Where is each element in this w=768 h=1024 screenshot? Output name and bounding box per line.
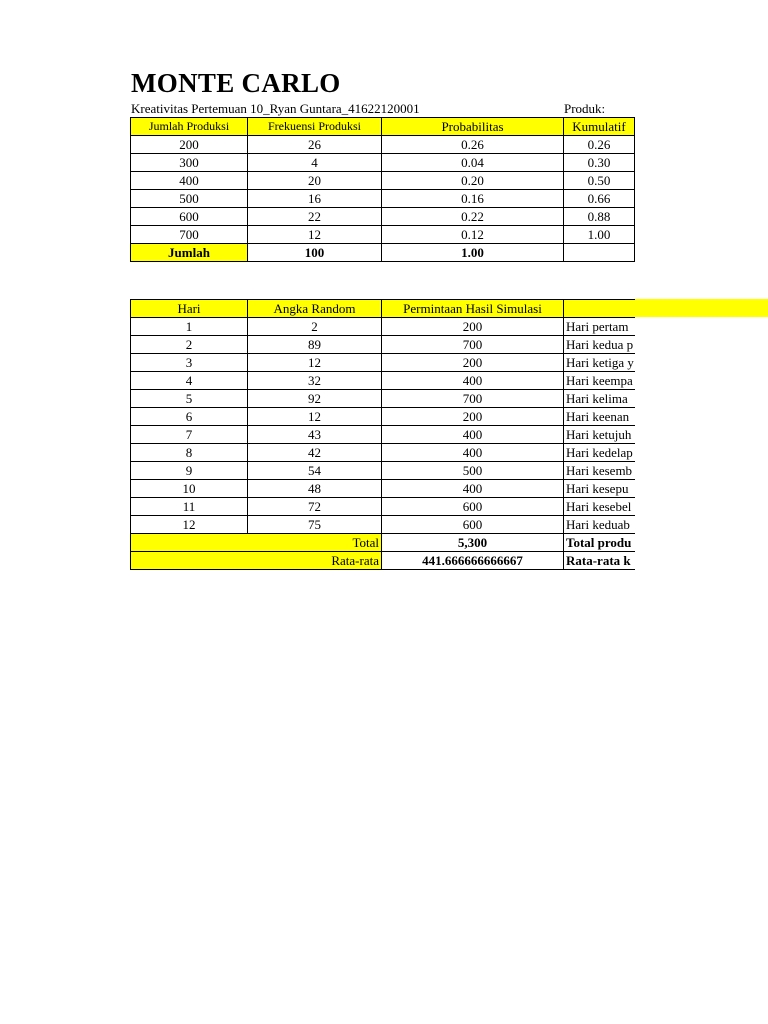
cell-note[interactable]: Hari ketujuh <box>564 426 635 444</box>
table-row <box>131 480 635 498</box>
cell[interactable]: 12 <box>131 516 248 534</box>
cell-note[interactable]: Hari kedelap <box>564 444 635 462</box>
table-row <box>131 444 635 462</box>
table-row <box>131 516 635 534</box>
table-header-row <box>131 118 635 136</box>
cell[interactable]: 11 <box>131 498 248 516</box>
total-label-cell[interactable]: Total <box>131 534 382 552</box>
cell[interactable]: 0.26 <box>564 136 635 154</box>
cell[interactable]: 12 <box>248 354 382 372</box>
cell[interactable]: 700 <box>382 390 564 408</box>
cell[interactable]: 400 <box>382 372 564 390</box>
table-row <box>131 136 635 154</box>
cell[interactable]: 42 <box>248 444 382 462</box>
header-permintaan[interactable]: Permintaan Hasil Simulasi <box>382 300 564 318</box>
table-row <box>131 390 635 408</box>
cell[interactable]: 400 <box>131 172 248 190</box>
cell[interactable]: 0.16 <box>382 190 564 208</box>
cell[interactable]: 9 <box>131 462 248 480</box>
table-row <box>131 426 635 444</box>
cell-note[interactable]: Hari kelima <box>564 390 635 408</box>
cell[interactable]: 10 <box>131 480 248 498</box>
header-probabilitas[interactable]: Probabilitas <box>382 118 564 136</box>
cell-note[interactable]: Hari keduab <box>564 516 635 534</box>
cell[interactable]: 500 <box>382 462 564 480</box>
cell[interactable]: 54 <box>248 462 382 480</box>
cell[interactable]: 0.88 <box>564 208 635 226</box>
table-row <box>131 208 635 226</box>
cell[interactable]: 0.20 <box>382 172 564 190</box>
cell[interactable]: 0.04 <box>382 154 564 172</box>
header-kumulatif[interactable]: Kumulatif <box>564 118 635 136</box>
cell[interactable]: 500 <box>131 190 248 208</box>
subtitle: Kreativitas Pertemuan 10_Ryan Guntara_41622120001 <box>131 101 420 116</box>
cell[interactable]: 32 <box>248 372 382 390</box>
cell-note[interactable]: Hari keenan <box>564 408 635 426</box>
average-note-cell[interactable]: Rata-rata k <box>564 552 635 570</box>
header-hari[interactable]: Hari <box>131 300 248 318</box>
cell[interactable]: 700 <box>382 336 564 354</box>
page-title: MONTE CARLO <box>131 68 341 98</box>
cell[interactable]: 2 <box>131 336 248 354</box>
cell[interactable]: 0.26 <box>382 136 564 154</box>
total-kumulatif-cell[interactable] <box>564 244 635 262</box>
table-row <box>131 336 635 354</box>
table-row <box>131 190 635 208</box>
cell[interactable]: 89 <box>248 336 382 354</box>
cell-note[interactable]: Hari kesebel <box>564 498 635 516</box>
table-row <box>131 462 635 480</box>
cell[interactable]: 72 <box>248 498 382 516</box>
total-note-cell[interactable]: Total produ <box>564 534 635 552</box>
table-row <box>131 226 635 244</box>
distribution-table <box>130 117 635 262</box>
cell[interactable]: 400 <box>382 480 564 498</box>
table-row <box>131 318 635 336</box>
cell[interactable]: 700 <box>131 226 248 244</box>
total-value-cell[interactable]: 5,300 <box>382 534 564 552</box>
highlight-extension <box>633 299 768 317</box>
cell[interactable]: 1 <box>131 318 248 336</box>
cell[interactable]: 200 <box>382 318 564 336</box>
cell[interactable]: 2 <box>248 318 382 336</box>
total-probabilitas-cell[interactable]: 1.00 <box>382 244 564 262</box>
total-frekuensi-cell[interactable]: 100 <box>248 244 382 262</box>
cell[interactable]: 4 <box>248 154 382 172</box>
header-frekuensi-produksi[interactable]: Frekuensi Produksi <box>248 118 382 136</box>
table-row <box>131 354 635 372</box>
cell-note[interactable]: Hari kedua p <box>564 336 635 354</box>
cell[interactable]: 7 <box>131 426 248 444</box>
total-row <box>131 534 635 552</box>
table-row <box>131 408 635 426</box>
cell[interactable]: 400 <box>382 426 564 444</box>
cell[interactable]: 0.22 <box>382 208 564 226</box>
table-row <box>131 372 635 390</box>
header-angka-random[interactable]: Angka Random <box>248 300 382 318</box>
cell[interactable]: 12 <box>248 226 382 244</box>
cell[interactable]: 3 <box>131 354 248 372</box>
average-row <box>131 552 635 570</box>
cell[interactable]: 200 <box>131 136 248 154</box>
cell[interactable]: 48 <box>248 480 382 498</box>
cell[interactable]: 6 <box>131 408 248 426</box>
cell[interactable]: 43 <box>248 426 382 444</box>
cell[interactable]: 8 <box>131 444 248 462</box>
cell-note[interactable]: Hari kesepu <box>564 480 635 498</box>
cell-note[interactable]: Hari ketiga y <box>564 354 635 372</box>
cell[interactable]: 0.12 <box>382 226 564 244</box>
cell[interactable]: 92 <box>248 390 382 408</box>
cell[interactable]: 12 <box>248 408 382 426</box>
table-row <box>131 154 635 172</box>
cell[interactable]: 5 <box>131 390 248 408</box>
average-value-cell[interactable]: 441.666666666667 <box>382 552 564 570</box>
cell[interactable]: 300 <box>131 154 248 172</box>
average-label-cell[interactable]: Rata-rata <box>131 552 382 570</box>
cell[interactable]: 0.66 <box>564 190 635 208</box>
cell[interactable]: 20 <box>248 172 382 190</box>
header-keterangan[interactable] <box>564 300 635 318</box>
table-row <box>131 498 635 516</box>
cell[interactable]: 200 <box>382 408 564 426</box>
header-jumlah-produksi[interactable]: Jumlah Produksi <box>131 118 248 136</box>
total-label-cell[interactable]: Jumlah <box>131 244 248 262</box>
simulation-table <box>130 299 635 570</box>
cell[interactable]: 0.30 <box>564 154 635 172</box>
cell[interactable]: 75 <box>248 516 382 534</box>
cell[interactable]: 600 <box>382 498 564 516</box>
cell[interactable]: 0.50 <box>564 172 635 190</box>
cell[interactable]: 16 <box>248 190 382 208</box>
cell[interactable]: 1.00 <box>564 226 635 244</box>
cell-note[interactable]: Hari keempa <box>564 372 635 390</box>
table-header-row <box>131 300 635 318</box>
cell-note[interactable]: Hari pertam <box>564 318 635 336</box>
total-row <box>131 244 635 262</box>
cell[interactable]: 600 <box>382 516 564 534</box>
cell[interactable]: 22 <box>248 208 382 226</box>
cell[interactable]: 200 <box>382 354 564 372</box>
cell[interactable]: 26 <box>248 136 382 154</box>
cell-note[interactable]: Hari kesemb <box>564 462 635 480</box>
cell[interactable]: 600 <box>131 208 248 226</box>
produk-label: Produk: <box>564 101 606 116</box>
table-row <box>131 172 635 190</box>
cell[interactable]: 400 <box>382 444 564 462</box>
cell[interactable]: 4 <box>131 372 248 390</box>
